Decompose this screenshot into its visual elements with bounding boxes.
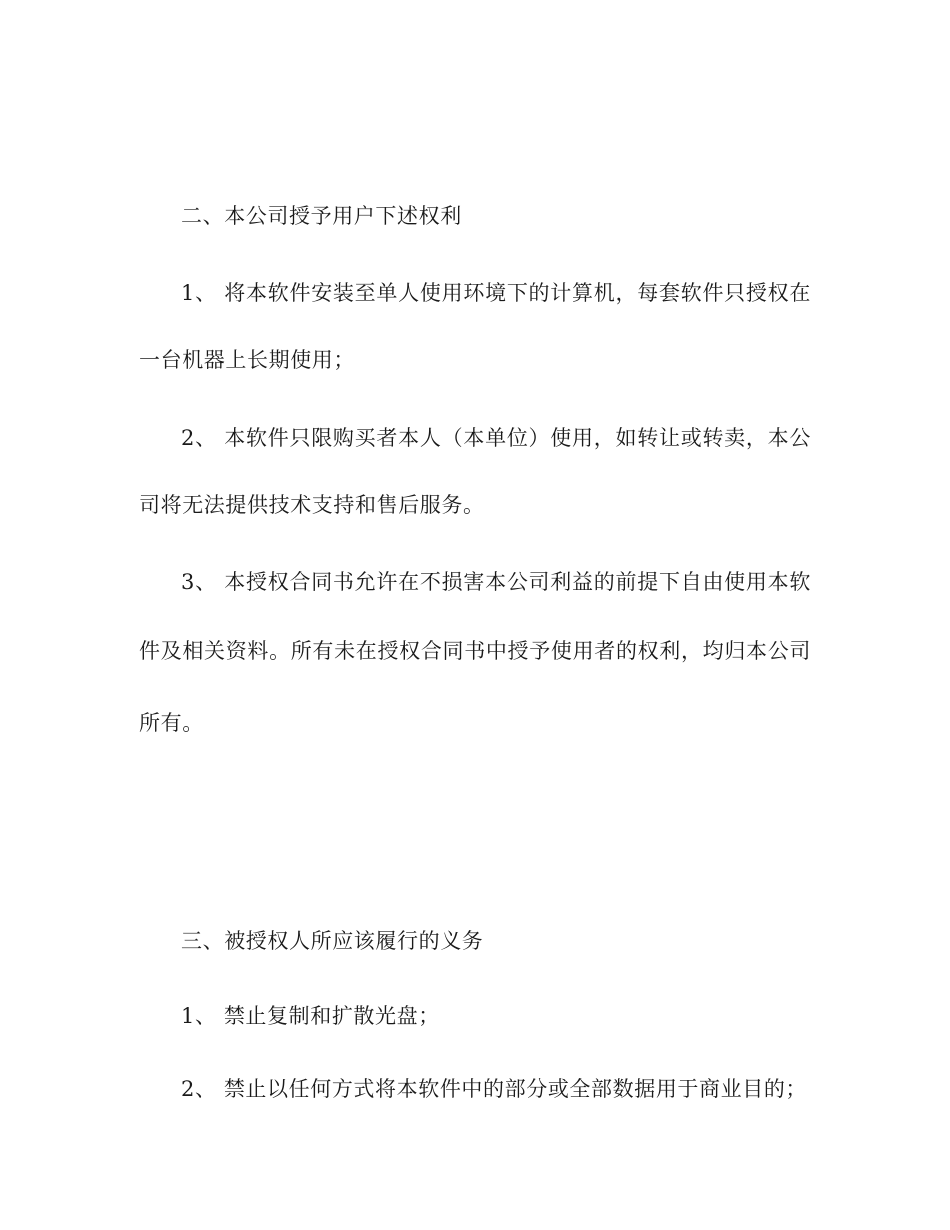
section-2-item-2-line-2: 司将无法提供技术支持和售后服务。 — [139, 493, 485, 517]
section-2-item-1-line-1: 1、 将本软件安装至单人使用环境下的计算机，每套软件只授权在 — [181, 281, 811, 305]
section-3-item-1: 1、 禁止复制和扩散光盘； — [181, 1004, 440, 1028]
section-3-item-2: 2、 禁止以任何方式将本软件中的部分或全部数据用于商业目的； — [181, 1077, 808, 1101]
section-2-item-3-line-2: 件及相关资料。所有未在授权合同书中授予使用者的权利，均归本公司 — [139, 639, 811, 663]
section-2-heading: 二、本公司授予用户下述权利 — [181, 204, 462, 228]
section-2-item-2-line-1: 2、 本软件只限购买者本人（本单位）使用，如转让或转卖，本公 — [181, 426, 811, 450]
section-2-item-1-line-2: 一台机器上长期使用； — [139, 348, 355, 372]
section-3-heading: 三、被授权人所应该履行的义务 — [181, 929, 484, 953]
section-2-item-3-line-3: 所有。 — [139, 711, 204, 735]
section-2-item-3-line-1: 3、 本授权合同书允许在不损害本公司利益的前提下自由使用本软 — [181, 570, 811, 594]
